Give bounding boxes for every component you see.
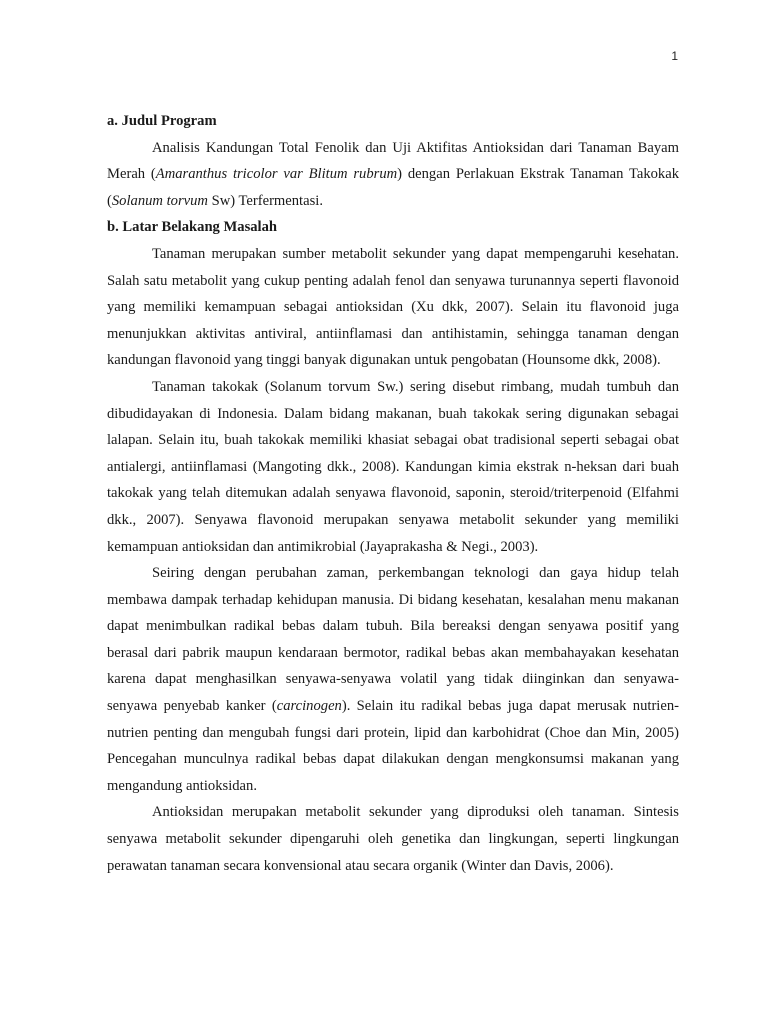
program-title-text: Analisis Kandungan Total Fenolik dan Uji Aktifitas Antioksidan dari Tanaman Bayam Merah ( (107, 139, 679, 183)
program-title-text: Sw) Terfermentasi. (207, 192, 323, 209)
background-paragraph-2: Tanaman takokak (Solanum torvum Sw.) sering disebut rimbang, mudah tumbuh dan dibudidayakan di Indonesia. Dalam bidang makanan, buah takokak sering digunakan sebagai lalapan. Selain itu, buah takokak memiliki khasiat sebagai obat tradisional seperti sebagai obat antialergi, antiinflamasi (Mangoting dkk., 2008). Kandungan kimia ekstrak n-heksan dari buah takokak yang telah ditemukan adalah senyawa flavonoid, saponin, steroid/triterpenoid (Elfahmi dkk., 2007). Senyawa flavonoid merupakan senyawa metabolit sekunder yang memiliki kemampuan antioksidan dan antimikrobial (Jayaprakasha & Negi., 2003). (107, 378, 679, 555)
page-number: 1 (671, 49, 678, 63)
italic-term: carcinogen (276, 698, 342, 715)
paragraph-text: Seiring dengan perubahan zaman, perkembangan teknologi dan gaya hidup telah membawa dampak terhadap kehidupan manusia. Di bidang kesehatan, kesalahan menu makanan dapat menimbulkan radikal bebas dalam tubuh. Bila bereaksi dengan senyawa positif yang berasal dari pabrik maupun kendaraan bermotor, radikal bebas akan membahayakan kesehatan karena dapat menghasilkan senyawa-senyawa volatil yang tidak diinginkan dan senyawa-senyawa penyebab kanker ( (107, 565, 679, 715)
section-a-heading: a. Judul Program (107, 113, 217, 129)
document-body (107, 108, 679, 879)
paragraph-text: ). Selain itu radikal bebas juga dapat merusak nutrien-nutrien penting dan mengubah fungsi dari protein, lipid dan karbohidrat (Choe dan Min, 2005) Pencegahan munculnya radikal bebas dapat dilakukan dengan mengkonsumsi makanan yang mengandung antioksidan. (107, 698, 679, 794)
section-b-heading: b. Latar Belakang Masalah (107, 219, 278, 236)
program-title-paragraph (107, 135, 679, 215)
background-paragraph-4: Antioksidan merupakan metabolit sekunder yang diproduksi oleh tanaman. Sintesis senyawa metabolit sekunder dipengaruhi oleh genetika dan lingkungan, seperti lingkungan perawatan tanaman secara konvensional atau secara organik (Winter dan Davis, 2006). (107, 804, 679, 874)
background-paragraph-1: Tanaman merupakan sumber metabolit sekunder yang dapat mempengaruhi kesehatan. Salah satu metabolit yang cukup penting adalah fenol dan senyawa turunannya seperti flavonoid yang memiliki kemampuan sebagai antioksidan (Xu dkk, 2007). Selain itu flavonoid juga menunjukkan aktivitas antiviral, antiinflamasi dan antihistamin, sehingga tanaman dengan kandungan flavonoid yang tinggi banyak digunakan untuk pengobatan (Hounsome dkk, 2008). (107, 245, 679, 369)
program-title-latin-name: Amaranthus tricolor var Blitum rubrum (155, 166, 398, 183)
background-paragraph-3 (107, 560, 679, 799)
program-title-text: ) dengan Perlakuan Ekstrak Tanaman Takokak ( (107, 166, 679, 209)
program-title-latin-name: Solanum torvum (111, 192, 208, 209)
